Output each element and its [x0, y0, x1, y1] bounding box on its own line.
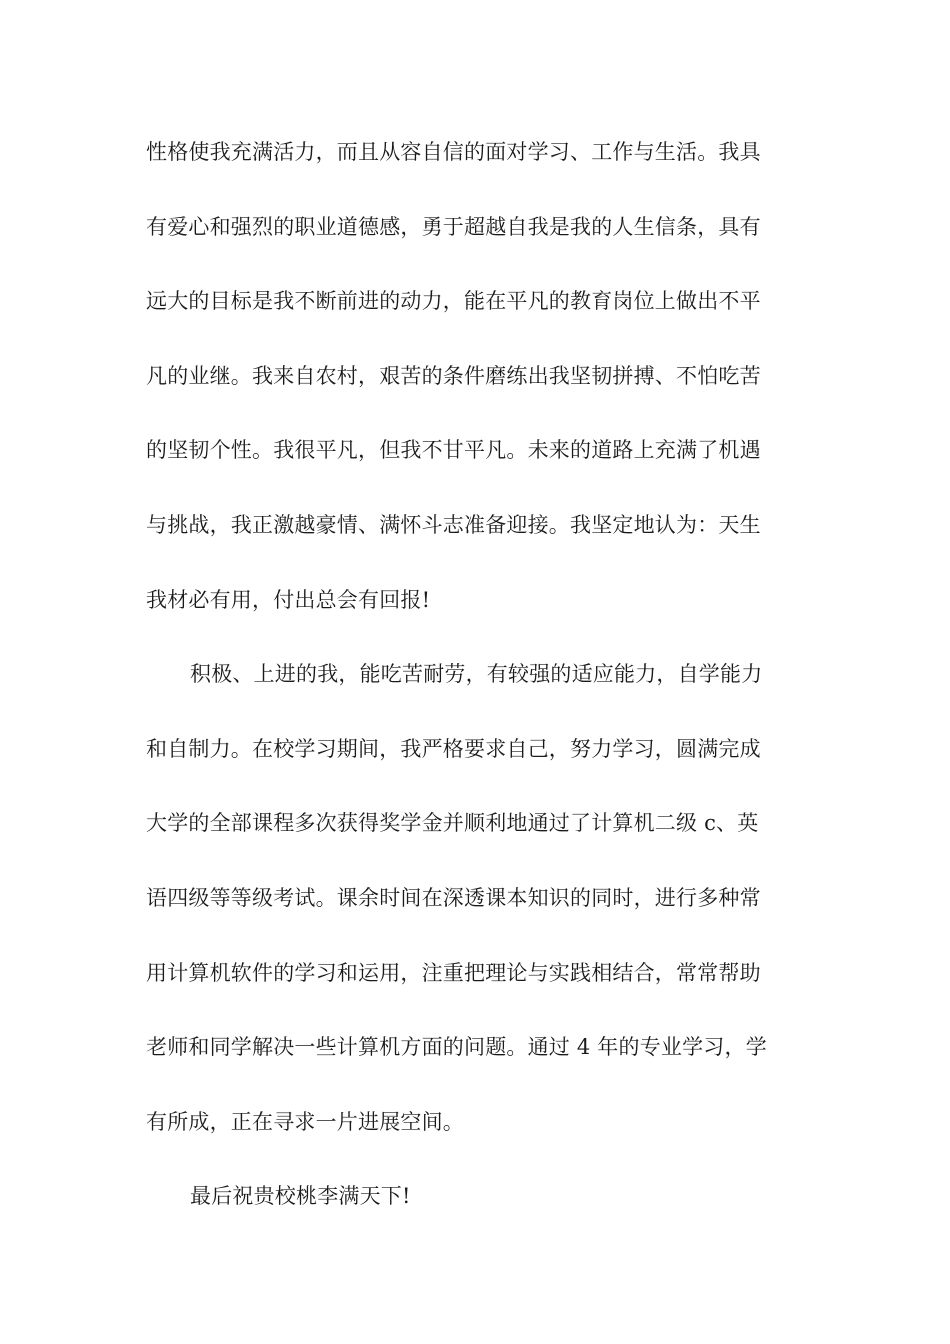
text-line: 性格使我充满活力，而且从容自信的面对学习、工作与生活。我具: [146, 140, 761, 164]
text-line: 老师和同学解决一些计算机方面的问题。通过 4 年的专业学习，学: [146, 1035, 767, 1060]
text-line: 的坚韧个性。我很平凡，但我不甘平凡。未来的道路上充满了机遇: [146, 438, 761, 463]
text-line: 用计算机软件的学习和运用，注重把理论与实践相结合，常常帮助: [146, 960, 761, 985]
text-line: 最后祝贵校桃李满天下!: [190, 1184, 411, 1209]
text-line: 我材必有用，付出总会有回报!: [146, 587, 431, 612]
text-line: 语四级等等级考试。课余时间在深透课本知识的同时，进行多种常: [146, 885, 761, 910]
document-body: [146, 136, 816, 1255]
text-line: 有所成，正在寻求一片进展空间。: [146, 1109, 464, 1134]
text-line: 和自制力。在校学习期间，我严格要求自己，努力学习，圆满完成: [146, 736, 761, 761]
text-line: 有爱心和强烈的职业道德感，勇于超越自我是我的人生信条，具有: [146, 214, 761, 239]
text-line: 远大的目标是我不断前进的动力，能在平凡的教育岗位上做出不平: [146, 289, 761, 314]
text-line: 大学的全部课程多次获得奖学金并顺利地通过了计算机二级 c、英: [146, 811, 759, 836]
text-line: 积极、上进的我，能吃苦耐劳，有较强的适应能力，自学能力: [190, 662, 763, 687]
text-line: 凡的业继。我来自农村，艰苦的条件磨练出我坚韧拼搏、不怕吃苦: [146, 363, 761, 388]
text-line: 与挑战，我正激越豪情、满怀斗志准备迎接。我坚定地认为：天生: [146, 512, 761, 537]
